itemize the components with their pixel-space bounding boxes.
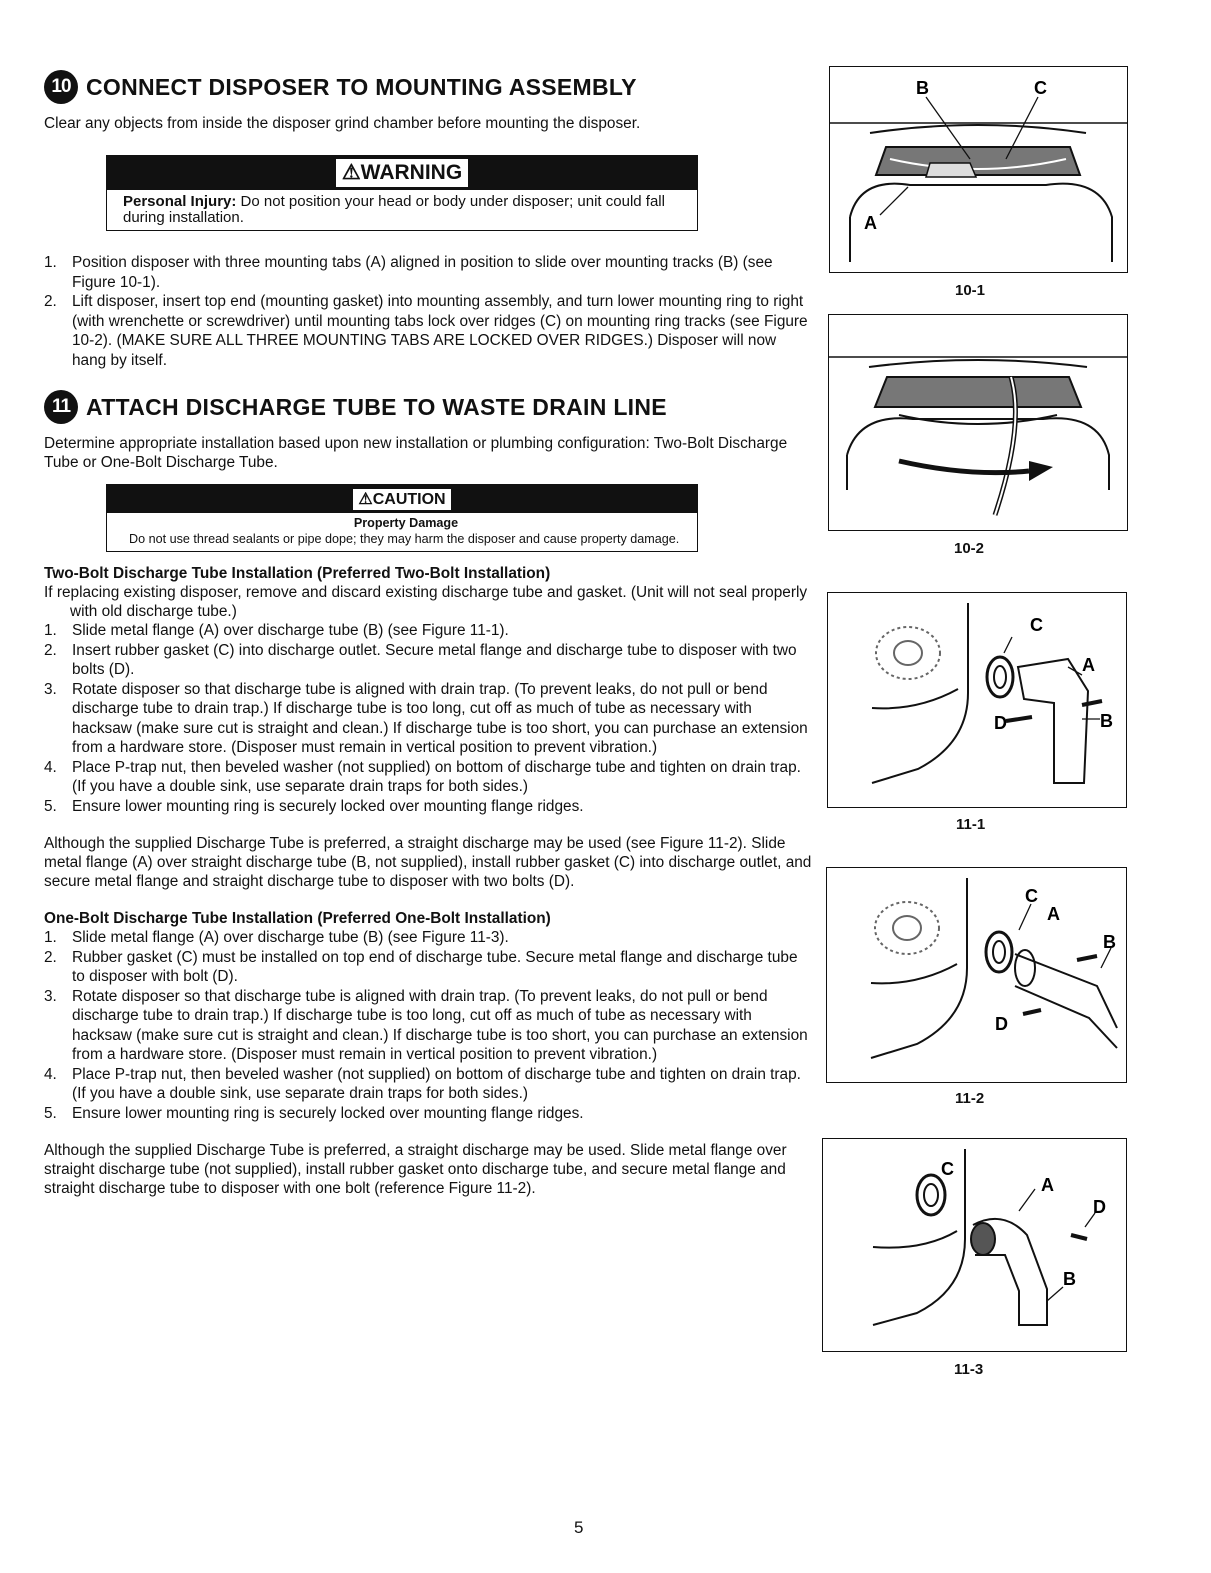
warning-bar (107, 156, 697, 190)
caution-bar (107, 485, 697, 513)
label-b: B (1063, 1269, 1076, 1289)
label-a: A (1047, 904, 1060, 924)
two-bolt-tube-illustration (828, 593, 1126, 807)
caution-label: ⚠CAUTION (353, 489, 450, 510)
list-item: 4. Place P-trap nut, then beveled washer (not supplied) on bottom of discharge tube and tighten on drain trap. (If you have a double sink, use separate drain traps for both sides.) (44, 758, 801, 795)
one-bolt-tube-illustration (823, 1139, 1126, 1351)
label-a: A (1082, 655, 1095, 675)
figure-caption: 11-3 (954, 1361, 984, 1378)
two-bolt-heading: Two-Bolt Discharge Tube Installation (Preferred Two-Bolt Installation) (44, 565, 551, 582)
mounting-tabs-illustration (830, 67, 1127, 272)
figure-11-3 (822, 1138, 1127, 1352)
section-10-heading (44, 70, 814, 104)
section-intro: Determine appropriate installation based upon new installation or plumbing configuration: Two-Bolt Discharge Tube or One-Bolt Discharge Tube. (44, 435, 788, 471)
caution-text (107, 513, 697, 551)
straight-tube-illustration (827, 868, 1126, 1082)
step-number-badge: 11 (44, 390, 78, 424)
step-number-badge: 10 (44, 70, 78, 104)
warning-body: Do not position your head or body under disposer; unit could fall during installation. (123, 193, 665, 226)
section-intro: Clear any objects from inside the disposer grind chamber before mounting the disposer. (44, 115, 641, 132)
label-c: C (1030, 615, 1043, 635)
list-item: 5. Ensure lower mounting ring is securely locked over mounting flange ridges. (44, 1104, 584, 1122)
label-c: C (941, 1159, 954, 1179)
label-b: B (1103, 932, 1116, 952)
label-a: A (1041, 1175, 1054, 1195)
figure-caption: 11-2 (955, 1090, 985, 1107)
section-title: ATTACH DISCHARGE TUBE TO WASTE DRAIN LINE (86, 393, 667, 420)
label-c: C (1034, 78, 1047, 98)
turn-ring-illustration (829, 315, 1127, 530)
section-10-steps (44, 253, 814, 370)
figure-10-1 (829, 66, 1128, 273)
figure-caption: 11-1 (956, 816, 986, 833)
label-a: A (864, 213, 877, 233)
list-item: 2. Lift disposer, insert top end (mounting gasket) into mounting assembly, and turn lower mounting ring to right (with wrenchette or screwdriver) until mounting tabs lock over ridges (C) on mounting ring tracks (see Figure 10-2). (MAKE SURE ALL THREE MOUNTING TABS ARE LOCKED OVER RIDGES.) Disposer will now hang by itself. (44, 293, 808, 369)
figure-11-1 (827, 592, 1127, 808)
page-number: 5 (574, 1518, 584, 1537)
list-item: 1. Slide metal flange (A) over discharge tube (B) (see Figure 11-1). (44, 622, 509, 639)
caution-body: Do not use thread sealants or pipe dope; they may harm the disposer and cause property damage. (129, 532, 680, 546)
warning-text (107, 190, 697, 230)
section-title: CONNECT DISPOSER TO MOUNTING ASSEMBLY (86, 73, 637, 100)
caution-box (106, 484, 698, 552)
label-d: D (994, 713, 1007, 733)
figure-caption: 10-2 (954, 540, 985, 557)
list-item: 3. Rotate disposer so that discharge tube is aligned with drain trap. (To prevent leaks, do not pull or bend discharge tube to drain trap.) If discharge tube is too long, cut off as much of tube as necessary with hacksaw (make sure cut is straight and clean.) If discharge tube is too short, you can purchase an extension from a hardware store. (Disposer must remain in vertical position to prevent vibration.) (44, 987, 808, 1063)
label-b: B (1100, 711, 1113, 731)
list-item: 1. Position disposer with three mounting tabs (A) aligned in position to slide over mounting tracks (B) (see Figure 10-1). (44, 254, 773, 291)
one-bolt-heading: One-Bolt Discharge Tube Installation (Preferred One-Bolt Installation) (44, 910, 551, 927)
warning-lead: Personal Injury: (123, 193, 237, 210)
figure-caption: 10-1 (955, 282, 986, 299)
list-item: 1. Slide metal flange (A) over discharge tube (B) (see Figure 11-3). (44, 929, 509, 946)
figure-11-2 (826, 867, 1127, 1083)
list-item: 2. Rubber gasket (C) must be installed on top end of discharge tube. Secure metal flange and discharge tube to disposer with bolt (D). (44, 948, 798, 985)
figure-10-2 (828, 314, 1128, 531)
label-c: C (1025, 886, 1038, 906)
one-bolt-steps (44, 928, 814, 1123)
list-item: 5. Ensure lower mounting ring is securely locked over mounting flange ridges. (44, 797, 584, 815)
caution-heading: Property Damage (353, 516, 459, 530)
label-d: D (995, 1014, 1008, 1034)
label-b: B (916, 78, 929, 98)
one-bolt-alternative: Although the supplied Discharge Tube is preferred, a straight discharge may be used. Slide metal flange over straight discharge tube (not supplied), install rubber gasket onto discharge tube, and secure metal flange and straight discharge tube to disposer with one bolt (reference Figure 11-2). (44, 1142, 787, 1197)
warning-box (106, 155, 698, 231)
two-bolt-steps (44, 621, 814, 816)
list-item: 2. Insert rubber gasket (C) into discharge outlet. Secure metal flange and discharge tube to disposer with two bolts (D). (44, 641, 797, 678)
label-d: D (1093, 1197, 1106, 1217)
list-item: 4. Place P-trap nut, then beveled washer (not supplied) on bottom of discharge tube and tighten on drain trap. (If you have a double sink, use separate drain traps for both sides.) (44, 1065, 801, 1102)
instruction-column (44, 70, 814, 1198)
two-bolt-alternative: Although the supplied Discharge Tube is preferred, a straight discharge may be used (see Figure 11-2). Slide metal flange (A) over straight discharge tube (B, not supplied), install rubber gasket (C) into discharge outlet, and secure metal flange and straight discharge tube to disposer with two bolts (D). (44, 835, 812, 890)
two-bolt-note: If replacing existing disposer, remove and discard existing discharge tube and gasket. (Unit will not seal properly with old discharge tube.) (44, 584, 808, 620)
list-item: 3. Rotate disposer so that discharge tube is aligned with drain trap. (To prevent leaks, do not pull or bend discharge tube to drain trap.) If discharge tube is too long, cut off as much of tube as necessary with hacksaw (make sure cut is straight and clean.) If discharge tube is too short, you can purchase an extension from a hardware store. (Disposer must remain in vertical position to prevent vibration.) (44, 680, 808, 756)
section-11-heading (44, 390, 814, 424)
warning-label: ⚠WARNING (336, 159, 468, 187)
